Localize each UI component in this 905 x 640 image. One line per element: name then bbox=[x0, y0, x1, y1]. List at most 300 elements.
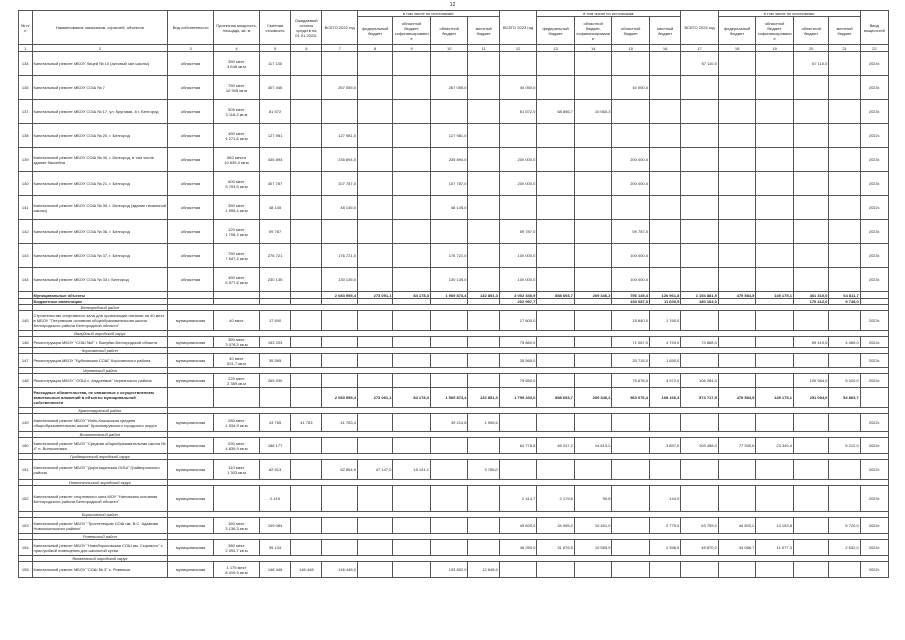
hdr-local-2023: местный бюджет bbox=[649, 17, 680, 45]
table-row bbox=[19, 244, 889, 268]
cell-rc23 bbox=[574, 337, 612, 348]
hdr-sources-2022: в том числе по источникам: bbox=[357, 11, 499, 17]
cell-f22 bbox=[357, 337, 392, 348]
cell-cost: 117 130 bbox=[259, 52, 290, 76]
cell-t22: 235 894,0 bbox=[322, 148, 357, 172]
cell-l24: 64 811,7 bbox=[829, 292, 860, 299]
colnum: 15 bbox=[612, 45, 650, 52]
cell-t23 bbox=[499, 124, 537, 148]
cell-f23 bbox=[537, 354, 575, 368]
cell-name: Капитальный ремонт МБОУ "Средняя общеобразовательная школа № 4" п. Волоконовка bbox=[32, 438, 168, 454]
cell-rc24 bbox=[756, 374, 794, 388]
cell-rem bbox=[291, 311, 322, 331]
cell-t24 bbox=[681, 244, 719, 268]
cell-no: 143 bbox=[19, 244, 33, 268]
cell-t24: 63 759,0 bbox=[681, 518, 719, 534]
cell-rem bbox=[291, 268, 322, 292]
cell-r23: 33 715,0 bbox=[612, 354, 650, 368]
cell-r22: 107 787,0 bbox=[430, 172, 468, 196]
table-row bbox=[19, 52, 889, 76]
cell-own: муниципальная bbox=[168, 486, 214, 512]
cell-r23: 100 000,0 bbox=[612, 244, 650, 268]
cell-f22: 273 051,1 bbox=[357, 388, 392, 408]
cell-f23 bbox=[537, 374, 575, 388]
cell-l23: 3 897,0 bbox=[649, 438, 680, 454]
cell-rc23: 10 555,5 bbox=[574, 540, 612, 556]
cell-rc24 bbox=[756, 354, 794, 368]
table-row bbox=[19, 337, 889, 348]
table-row bbox=[19, 76, 889, 100]
page-number: 12 bbox=[449, 2, 456, 8]
cell-r23: 756 145,4 bbox=[612, 292, 650, 299]
hdr-local-2024: местный бюджет bbox=[829, 17, 860, 45]
cell-t23: 2 414,7 bbox=[499, 486, 537, 512]
cell-cap: 450 мест 4 271,6 кв.м bbox=[214, 124, 260, 148]
cell-own: областная bbox=[168, 76, 214, 100]
cell-l23 bbox=[649, 52, 680, 76]
cell-rc23: 269 346,2 bbox=[574, 292, 612, 299]
district-label: Волоконовский район bbox=[32, 432, 168, 438]
cell-yr: 2023г. bbox=[860, 76, 888, 100]
cell-no bbox=[19, 292, 33, 299]
cell-no: 138 bbox=[19, 124, 33, 148]
cell-l22 bbox=[468, 196, 499, 220]
cell-cap: 40 мест 531,7 кв.м bbox=[214, 354, 260, 368]
cell-r22: 133 802,0 bbox=[430, 562, 468, 578]
cell-l22 bbox=[468, 374, 499, 388]
cell-yr: 2024г. bbox=[860, 337, 888, 348]
cell-rem bbox=[291, 354, 322, 368]
cell-t24 bbox=[681, 196, 719, 220]
table-row bbox=[19, 438, 889, 454]
cell-l24: 5 212,0 bbox=[829, 438, 860, 454]
cell-cap: 350 мест 1 955,4 кв.м bbox=[214, 196, 260, 220]
cell-f22 bbox=[357, 196, 392, 220]
cell-t24: 974 717,5 bbox=[681, 388, 719, 408]
cell-name: Капитальный ремонт МБОУ "Илёк-Кошарская средняя общеобразовательная школа" Краснояружского городского округа bbox=[32, 414, 168, 432]
cell-cap: 120 мест 1 708,3 кв.м bbox=[214, 220, 260, 244]
cell-r23 bbox=[612, 486, 650, 512]
cell-r23: 71 067,0 bbox=[612, 337, 650, 348]
cell-l22 bbox=[468, 518, 499, 534]
cell-yr: 2023г. bbox=[860, 268, 888, 292]
cell-cost: 2 415 bbox=[259, 486, 290, 512]
cell-rem bbox=[291, 244, 322, 268]
table-row bbox=[19, 311, 889, 331]
cell-l22 bbox=[468, 354, 499, 368]
hdr-total-2024: ВСЕГО 2024 год bbox=[681, 11, 719, 45]
cell-f24 bbox=[718, 220, 756, 244]
cell-l23: 1 850,0 bbox=[649, 354, 680, 368]
cell-cost: 48 145 bbox=[259, 196, 290, 220]
cell-l24 bbox=[829, 562, 860, 578]
cell-l24 bbox=[829, 52, 860, 76]
cell-l23 bbox=[649, 244, 680, 268]
cell-no: 140 bbox=[19, 172, 33, 196]
capital-repair-table bbox=[18, 10, 889, 578]
cell-no: 148 bbox=[19, 374, 33, 388]
cell-name: Бюджетные инвестиции bbox=[32, 299, 168, 305]
cell-r24 bbox=[793, 460, 828, 480]
cell-rc24 bbox=[756, 337, 794, 348]
cell-l23: 3 972,0 bbox=[649, 374, 680, 388]
cell-rc22 bbox=[393, 148, 431, 172]
cell-r22: 267 055,0 bbox=[430, 76, 468, 100]
cell-rem bbox=[291, 52, 322, 76]
cell-r24: 100 964,0 bbox=[793, 374, 828, 388]
colnum: 13 bbox=[537, 45, 575, 52]
cell-f24: 44 820,2 bbox=[718, 518, 756, 534]
cell-rem bbox=[291, 148, 322, 172]
cell-f22 bbox=[357, 486, 392, 512]
cell-t23: 35 565,0 bbox=[499, 354, 537, 368]
cell-r23: 100 000,0 bbox=[612, 268, 650, 292]
cell-f24 bbox=[718, 311, 756, 331]
cell-rc23 bbox=[574, 220, 612, 244]
cell-own bbox=[168, 388, 214, 408]
cell-r24 bbox=[793, 540, 828, 556]
cell-rem bbox=[291, 486, 322, 512]
colnum: 5 bbox=[259, 45, 290, 52]
cell-yr: 2023г. bbox=[860, 220, 888, 244]
colnum: 17 bbox=[681, 45, 719, 52]
table-row bbox=[19, 100, 889, 124]
cell-t24: 1 154 881,5 bbox=[681, 292, 719, 299]
cell-t23: 17 600,0 bbox=[499, 311, 537, 331]
cell-cap: 280 мест 1 534,9 кв.м bbox=[214, 414, 260, 432]
cell-t23: 79 650,0 bbox=[499, 374, 537, 388]
cell-no: 149 bbox=[19, 414, 33, 432]
cell-yr bbox=[860, 388, 888, 408]
cell-own: муниципальная bbox=[168, 518, 214, 534]
cell-rem bbox=[291, 540, 322, 556]
cell-rc23 bbox=[574, 311, 612, 331]
cell-rc24 bbox=[756, 460, 794, 480]
cell-rc22 bbox=[393, 540, 431, 556]
cell-t24 bbox=[681, 311, 719, 331]
cell-f22: 273 051,1 bbox=[357, 292, 392, 299]
cell-t22 bbox=[322, 374, 357, 388]
hdr-fed-2024: федеральный бюджет bbox=[718, 17, 756, 45]
cell-name: Капитальный ремонт МБОУ СОШ № 21, г. Белгород bbox=[32, 172, 168, 196]
cell-rem bbox=[291, 100, 322, 124]
cell-r23 bbox=[612, 562, 650, 578]
cell-l22 bbox=[468, 220, 499, 244]
cell-own: муниципальная bbox=[168, 540, 214, 556]
cell-l23: 11 600,5 bbox=[649, 299, 680, 305]
cell-r24 bbox=[793, 76, 828, 100]
cell-name: Капитальный ремонт МБОУ СОШ № 36, г. Белгород bbox=[32, 220, 168, 244]
table-row bbox=[19, 196, 889, 220]
cell-no: 142 bbox=[19, 220, 33, 244]
hdr-reg-2022: областной бюджет bbox=[430, 17, 468, 45]
cell-t24 bbox=[681, 460, 719, 480]
cell-rc22 bbox=[393, 196, 431, 220]
cell-l23 bbox=[649, 268, 680, 292]
cell-f24 bbox=[718, 337, 756, 348]
cell-name: Капитальный ремонт МБОУ СОШ № 35, г. Белгород (здание начальной школы) bbox=[32, 196, 168, 220]
cell-f24 bbox=[718, 244, 756, 268]
cell-own: муниципальная bbox=[168, 460, 214, 480]
cell-rc23 bbox=[574, 244, 612, 268]
colnum: 10 bbox=[430, 45, 468, 52]
cell-own: муниципальная bbox=[168, 562, 214, 578]
cell-yr: 2023г. bbox=[860, 486, 888, 512]
cell-r24 bbox=[793, 244, 828, 268]
cell-t23: 1 799 433,0 bbox=[499, 388, 537, 408]
cell-r23: 200 000,0 bbox=[612, 172, 650, 196]
cell-r23 bbox=[612, 100, 650, 124]
cell-r23: 200 000,0 bbox=[612, 148, 650, 172]
cell-cap bbox=[214, 388, 260, 408]
cell-l22: 3 766,0 bbox=[468, 460, 499, 480]
cell-t24: 48 870,0 bbox=[681, 540, 719, 556]
cell-yr: 2022г. bbox=[860, 124, 888, 148]
cell-rc22 bbox=[393, 562, 431, 578]
cell-rem bbox=[291, 518, 322, 534]
cell-rc22 bbox=[393, 337, 431, 348]
cell-l24: 5 320,0 bbox=[829, 374, 860, 388]
cell-f22 bbox=[357, 268, 392, 292]
cell-l24 bbox=[829, 76, 860, 100]
cell-l24: 5 720,0 bbox=[829, 518, 860, 534]
colnum: 9 bbox=[393, 45, 431, 52]
cell-l23 bbox=[649, 196, 680, 220]
cell-rc24 bbox=[756, 486, 794, 512]
cell-f24 bbox=[718, 52, 756, 76]
colnum: 2 bbox=[32, 45, 168, 52]
cell-r24 bbox=[793, 220, 828, 244]
cell-r22: 1 569 874,4 bbox=[430, 292, 468, 299]
cell-l24 bbox=[829, 148, 860, 172]
cell-l23 bbox=[649, 124, 680, 148]
colnum: 22 bbox=[860, 45, 888, 52]
cell-own: муниципальная bbox=[168, 414, 214, 432]
cell-r23 bbox=[612, 438, 650, 454]
cell-f22 bbox=[357, 172, 392, 196]
cell-t22 bbox=[322, 438, 357, 454]
cell-t23: 40 050,0 bbox=[499, 76, 537, 100]
cell-rc22 bbox=[393, 220, 431, 244]
cell-r23 bbox=[612, 52, 650, 76]
cell-r23: 40 050,0 bbox=[612, 76, 650, 100]
cell-t23: 200 000,0 bbox=[499, 172, 537, 196]
cell-rc24 bbox=[756, 562, 794, 578]
cell-f23: 2 179,6 bbox=[537, 486, 575, 512]
cell-rc24 bbox=[756, 124, 794, 148]
hdr-fed-2023: федеральный бюджет bbox=[537, 17, 575, 45]
cell-name: Реконструкция МБОУ "СОШ №2" г. Валуйки Белгородской области bbox=[32, 337, 168, 348]
cell-l22: 12 645,0 bbox=[468, 562, 499, 578]
cell-f22: 47 147,0 bbox=[357, 460, 392, 480]
cell-rc23 bbox=[574, 52, 612, 76]
cell-rem bbox=[291, 374, 322, 388]
cell-rem: 41 763 bbox=[291, 414, 322, 432]
cell-r23: 75 678,0 bbox=[612, 374, 650, 388]
cell-cap: 750 мест 10 905 кв.м bbox=[214, 76, 260, 100]
cell-l22 bbox=[468, 76, 499, 100]
table-row bbox=[19, 486, 889, 512]
cell-yr: 2024г. bbox=[860, 374, 888, 388]
cell-r22 bbox=[430, 220, 468, 244]
hdr-capacity: Проектная мощность, площадь, кв. м bbox=[214, 11, 260, 45]
cell-name: Капитальный ремонт МБОУ "Новоборисовская СОШ им. Сырового" с пристройкой помещения для школьной кухни bbox=[32, 540, 168, 556]
cell-f23: 46 247,2 bbox=[537, 438, 575, 454]
cell-l24 bbox=[829, 460, 860, 480]
cell-t23: 64 778,6 bbox=[499, 438, 537, 454]
cell-r22: 130 135,0 bbox=[430, 268, 468, 292]
cell-f23 bbox=[537, 337, 575, 348]
cell-cap: 350 мест 3 646 кв.м bbox=[214, 52, 260, 76]
cell-r24: 67 110,0 bbox=[793, 52, 828, 76]
cell-f23: 34 095,0 bbox=[537, 518, 575, 534]
cell-l22 bbox=[468, 540, 499, 556]
cell-own: областная bbox=[168, 172, 214, 196]
cell-own: областная bbox=[168, 124, 214, 148]
cell-l23 bbox=[649, 172, 680, 196]
colnum: 11 bbox=[468, 45, 499, 52]
cell-no: 134 bbox=[19, 52, 33, 76]
cell-rem bbox=[291, 172, 322, 196]
cell-t23: 49 825,0 bbox=[499, 518, 537, 534]
hdr-remain: Ожидаемый остаток средств на 01.01.2022г. bbox=[291, 11, 322, 45]
cell-t23: 2 002 330,9 bbox=[499, 292, 537, 299]
cell-rc24 bbox=[756, 100, 794, 124]
cell-rc24 bbox=[756, 172, 794, 196]
cell-rc22 bbox=[393, 100, 431, 124]
hdr-no: № п/п bbox=[19, 11, 33, 45]
cell-f24 bbox=[718, 562, 756, 578]
cell-no: 152 bbox=[19, 486, 33, 512]
colnum: 21 bbox=[829, 45, 860, 52]
cell-rc23 bbox=[574, 268, 612, 292]
cell-t24 bbox=[681, 486, 719, 512]
cell-own bbox=[168, 292, 214, 299]
cell-rc24: 14 153,8 bbox=[756, 518, 794, 534]
cell-f24: 479 584,5 bbox=[718, 388, 756, 408]
cell-cost: 109 084 bbox=[259, 518, 290, 534]
cell-t23: 59 787,0 bbox=[499, 220, 537, 244]
cell-t23 bbox=[499, 196, 537, 220]
cell-l23: 2 398,0 bbox=[649, 540, 680, 556]
cell-own: областная bbox=[168, 220, 214, 244]
cell-cost: 17 600 bbox=[259, 311, 290, 331]
cell-rc22: 84 178,3 bbox=[393, 292, 431, 299]
cell-rc23 bbox=[574, 196, 612, 220]
cell-name: Капитальный ремонт МБОУ СОШ № 7 bbox=[32, 76, 168, 100]
cell-t23 bbox=[499, 52, 537, 76]
cell-l23: 2 779,0 bbox=[649, 518, 680, 534]
district-label: Белгородский район bbox=[32, 305, 168, 311]
cell-no: 144 bbox=[19, 268, 33, 292]
cell-name: Капитальный ремонт МБОУ СОШ № 37, г. Белгород bbox=[32, 244, 168, 268]
cell-own: муниципальная bbox=[168, 438, 214, 454]
cell-r22: 176 721,0 bbox=[430, 244, 468, 268]
cell-r23 bbox=[612, 414, 650, 432]
cell-l22: 1 906,6 bbox=[468, 414, 499, 432]
hdr-total-2023: ВСЕГО 2023 год bbox=[499, 11, 537, 45]
cell-cap bbox=[214, 486, 260, 512]
cell-yr: 2022г. bbox=[860, 460, 888, 480]
cell-t22 bbox=[322, 100, 357, 124]
cell-no: 135 bbox=[19, 76, 33, 100]
cell-no: 150 bbox=[19, 438, 33, 454]
cell-r23 bbox=[612, 518, 650, 534]
cell-t24 bbox=[681, 76, 719, 100]
table-row bbox=[19, 562, 889, 578]
cell-own: областная bbox=[168, 52, 214, 76]
cell-no: 147 bbox=[19, 354, 33, 368]
hdr-reg-2023: областной бюджет bbox=[612, 17, 650, 45]
table-row bbox=[19, 148, 889, 172]
cell-r24 bbox=[793, 148, 828, 172]
cell-rc23 bbox=[574, 414, 612, 432]
cell-l22 bbox=[468, 148, 499, 172]
hdr-name: Наименование заказчиков, отраслей, объектов bbox=[32, 11, 168, 45]
cell-t22: 127 981,0 bbox=[322, 124, 357, 148]
cell-r22: 235 894,0 bbox=[430, 148, 468, 172]
cell-f22 bbox=[357, 438, 392, 454]
cell-t23: 46 250,0 bbox=[499, 540, 537, 556]
cell-own: областная bbox=[168, 148, 214, 172]
cell-name: Капитальный ремонт МБОУ СОШ № 20, г. Белгород bbox=[32, 124, 168, 148]
cell-r24: 461 310,0 bbox=[793, 292, 828, 299]
cell-yr: 2023г. bbox=[860, 172, 888, 196]
cell-rc24: 23 349,4 bbox=[756, 438, 794, 454]
cell-l22: 132 851,3 bbox=[468, 292, 499, 299]
cell-t24 bbox=[681, 268, 719, 292]
cell-cap: 505 мест 3 118,2 кв.м bbox=[214, 100, 260, 124]
cell-cost: 307 446 bbox=[259, 76, 290, 100]
cell-l24: 54 863,7 bbox=[829, 388, 860, 408]
cell-f22 bbox=[357, 311, 392, 331]
cell-name: Капитальный ремонт МБОУ СОШ № 40, г. Белгород, в том числе здание бассейна bbox=[32, 148, 168, 172]
cell-f22 bbox=[357, 374, 392, 388]
cell-l22 bbox=[468, 486, 499, 512]
cell-no: 141 bbox=[19, 196, 33, 220]
cell-rem bbox=[291, 124, 322, 148]
cell-t23: 200 000,0 bbox=[499, 148, 537, 172]
cell-cap: 110 мест 1 303 кв.м bbox=[214, 460, 260, 480]
cell-yr: 2024г. bbox=[860, 438, 888, 454]
cell-no: 155 bbox=[19, 562, 33, 578]
cell-l23 bbox=[649, 148, 680, 172]
table-row bbox=[19, 460, 889, 480]
cell-rc22 bbox=[393, 374, 431, 388]
cell-t23 bbox=[499, 460, 537, 480]
district-label: Ровеньской район bbox=[32, 534, 168, 540]
cell-rem bbox=[291, 388, 322, 408]
cell-rc23 bbox=[574, 124, 612, 148]
cell-l23: 1 760,0 bbox=[649, 311, 680, 331]
cell-rc23: 14 613,2 bbox=[574, 438, 612, 454]
cell-f22 bbox=[357, 124, 392, 148]
cell-cost: 95 134 bbox=[259, 540, 290, 556]
colnum: 16 bbox=[649, 45, 680, 52]
cell-own: муниципальная bbox=[168, 354, 214, 368]
cell-t22: 107 787,0 bbox=[322, 172, 357, 196]
cell-r23 bbox=[612, 196, 650, 220]
cell-cost: 153 203 bbox=[259, 337, 290, 348]
district-label: Чернянский район bbox=[32, 368, 168, 374]
cell-f23 bbox=[537, 148, 575, 172]
cell-r24 bbox=[793, 354, 828, 368]
cell-cost bbox=[259, 292, 290, 299]
cell-t22: 41 763,4 bbox=[322, 414, 357, 432]
cell-cap: 682 места 10 639,4 кв.м bbox=[214, 148, 260, 172]
cell-no: 139 bbox=[19, 148, 33, 172]
district-label: Валуйский городской округ bbox=[32, 331, 168, 337]
